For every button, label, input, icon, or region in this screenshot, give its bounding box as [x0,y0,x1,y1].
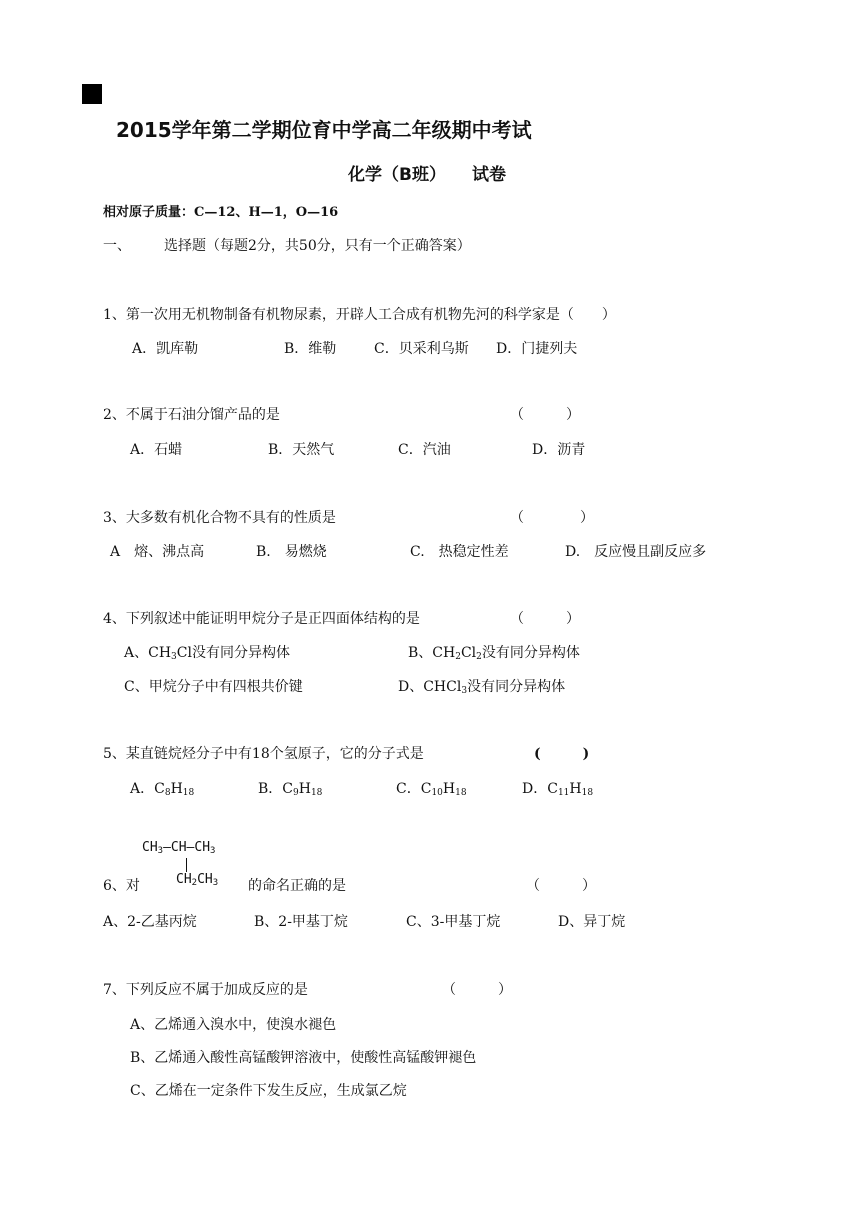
question-1-text: 1、第一次用无机物制备有机物尿素，开辟人工合成有机物先河的科学家是（ ） [103,307,616,323]
corner-marker [82,84,102,104]
question-6-option-a: A、2-乙基丙烷 [103,914,197,930]
question-7-text: 7、下列反应不属于加成反应的是 [103,982,308,998]
structural-formula-bond [186,858,187,872]
question-4-option-b: B、$CH_2Cl_2$没有同分异构体 [408,645,580,662]
question-5-option-a: A．$C_8H_{18}$ [130,781,195,798]
question-4-text: 4、下列叙述中能证明甲烷分子是正四面体结构的是 [103,611,420,627]
question-2-answer-blank: （ ） [510,407,580,423]
structural-formula-main-chain: $CH_3—CH—CH_3$ [142,840,216,856]
question-4-option-a: A、$CH_3Cl$没有同分异构体 [124,645,290,662]
question-3-option-a: A 熔、沸点高 [110,544,205,560]
question-7-option-a: A、乙烯通入溴水中，使溴水褪色 [130,1017,337,1033]
question-2-option-a: A．石蜡 [130,442,183,458]
question-6-option-c: C、3-甲基丁烷 [406,914,501,930]
question-3-option-d: D. 反应慢且副反应多 [565,544,707,560]
question-6-suffix: 的命名正确的是 [248,878,346,894]
question-4-option-c: C、甲烷分子中有四根共价键 [124,679,303,695]
subtitle-paper: 试卷 [471,165,506,185]
question-3-option-c: C. 热稳定性差 [410,544,509,560]
question-2-option-d: D．沥青 [532,442,586,458]
question-6-option-d: D、异丁烷 [558,914,626,930]
section-instructions: 选择题（每题2分，共50分，只有一个正确答案） [164,238,471,254]
question-3-option-b: B. 易燃烧 [256,544,327,560]
question-5-option-b: B．$C_9H_{18}$ [258,781,323,798]
subtitle-subject: 化学（B班） [348,165,446,185]
atomic-mass-line: 相对原子质量：C—12、H—1，O—16 [103,205,339,220]
question-5-answer-blank: ( ) [534,746,590,762]
question-5-option-c: C．$C_{10}H_{18}$ [396,781,467,798]
question-7-option-c: C、乙烯在一定条件下发生反应，生成氯乙烷 [130,1083,407,1099]
question-2-option-c: C．汽油 [398,442,451,458]
question-2-text: 2、不属于石油分馏产品的是 [103,407,280,423]
question-1-option-c: C．贝采利乌斯 [374,341,469,357]
question-1-option-d: D．门捷列夫 [496,341,578,357]
question-6-option-b: B、2-甲基丁烷 [254,914,348,930]
question-7-option-b: B、乙烯通入酸性高锰酸钾溶液中，使酸性高锰酸钾褪色 [130,1050,477,1066]
question-1-option-a: A．凯库勒 [132,341,199,357]
question-3-text: 3、大多数有机化合物不具有的性质是 [103,510,336,526]
question-7-answer-blank: （ ） [442,982,512,998]
structural-formula-branch: $CH_2CH_3$ [176,872,219,888]
question-5-text: 5、某直链烷烃分子中有18个氢原子，它的分子式是 [103,746,424,762]
section-number: 一、 [103,238,131,254]
exam-title: 2015学年第二学期位育中学高二年级期中考试 [116,118,532,142]
question-6-prefix: 6、对 [103,878,140,894]
question-4-option-d: D、CHCl$_3$没有同分异构体 [398,679,566,696]
question-4-answer-blank: （ ） [510,611,580,627]
question-2-option-b: B．天然气 [268,442,335,458]
question-5-option-d: D．$C_{11}H_{18}$ [522,781,594,798]
question-3-answer-blank: （ ） [510,510,594,526]
exam-subtitle [348,160,506,185]
question-6-answer-blank: （ ） [526,878,596,894]
question-1-option-b: B．维勒 [284,341,337,357]
